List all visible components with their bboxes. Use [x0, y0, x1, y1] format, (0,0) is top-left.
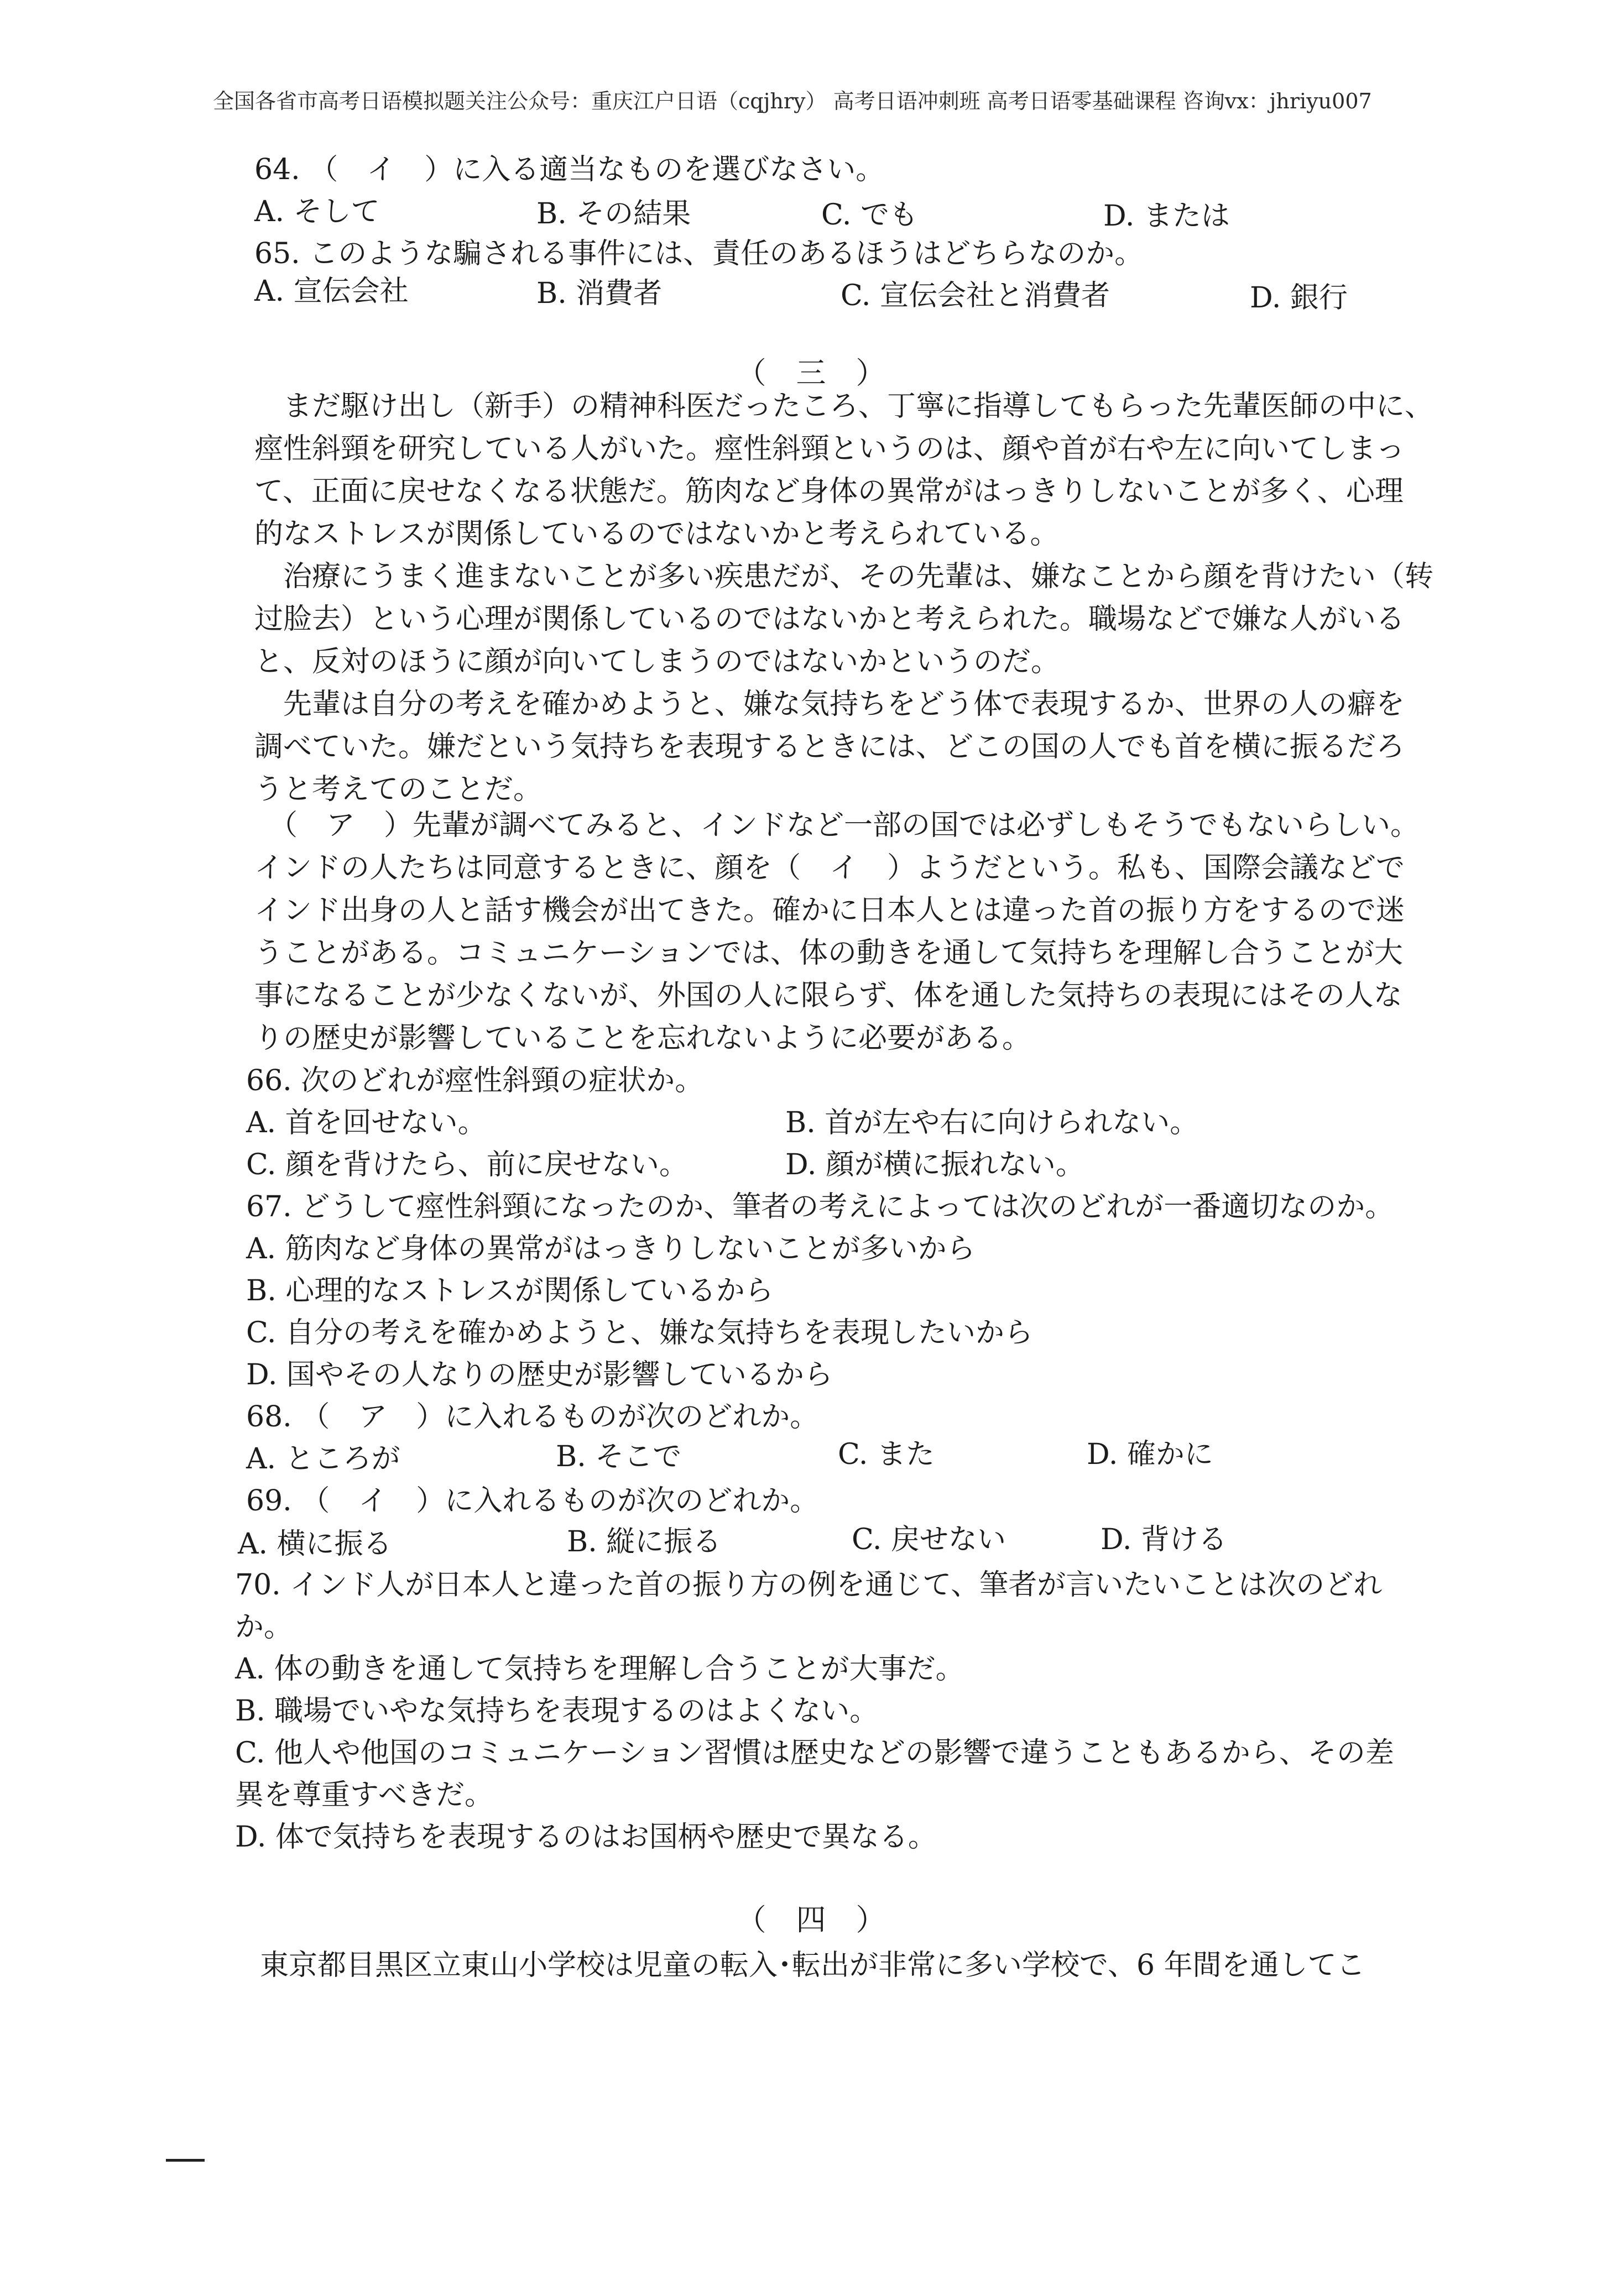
- question-67-option-c: C. 自分の考えを確かめようと、嫌な気持ちを表現したいから: [246, 1316, 1033, 1350]
- question-70-option-b: B. 職場でいやな気持ちを表現するのはよくない。: [235, 1694, 879, 1728]
- passage-line: うことがある。コミュニケーションでは、体の動きを通して気持ちを理解し合うことが大: [254, 937, 1403, 970]
- question-66-option-d: D. 顔が横に振れない。: [785, 1148, 1084, 1181]
- section-3-title: （ 三 ）: [736, 355, 886, 390]
- question-64-stem: 64. （ イ ）に入る適当なものを選びなさい。: [254, 153, 885, 186]
- question-64-option-b: B. その結果: [536, 197, 691, 231]
- question-69-option-b: B. 縦に振る: [567, 1525, 722, 1558]
- question-70-stem: か。: [235, 1610, 293, 1644]
- question-66-stem: 66. 次のどれが痙性斜頸の症状か。: [246, 1064, 704, 1097]
- question-65-option-c: C. 宣伝会社と消費者: [841, 279, 1110, 312]
- question-67-option-b: B. 心理的なストレスが関係しているから: [246, 1274, 774, 1307]
- passage-line: 治療にうまく進まないことが多い疾患だが、その先輩は、嫌なことから顔を背けたい（转: [254, 560, 1434, 593]
- passage-line: と、反対のほうに顔が向いてしまうのではないかというのだ。: [254, 645, 1060, 678]
- question-69-option-d: D. 背ける: [1101, 1523, 1227, 1556]
- question-65-option-d: D. 銀行: [1250, 281, 1348, 315]
- question-70-option-d: D. 体で気持ちを表現するのはお国柄や歴史で異なる。: [235, 1821, 937, 1854]
- passage-line: 痙性斜頸を研究している人がいた。痙性斜頸というのは、顔や首が右や左に向いてしまっ: [254, 432, 1405, 466]
- passage-line: りの歴史が影響していることを忘れないように必要がある。: [254, 1022, 1031, 1055]
- passage-line: 先輩は自分の考えを確かめようと、嫌な気持ちをどう体で表現するか、世界の人の癖を: [254, 688, 1405, 721]
- question-67-option-d: D. 国やその人なりの歴史が影響しているから: [246, 1358, 833, 1392]
- passage-line: 東京都目黒区立東山小学校は児童の転入･転出が非常に多い学校で、6 年間を通してこ: [260, 1949, 1365, 1982]
- passage-line: インドの人たちは同意するときに、顔を（ イ ）ようだという。私も、国際会議などで: [254, 851, 1405, 885]
- question-69-stem: 69. （ イ ）に入れるものが次のどれか。: [246, 1484, 819, 1518]
- question-64-option-a: A. そして: [254, 195, 380, 228]
- question-68-option-a: A. ところが: [246, 1442, 400, 1476]
- passage-line: 調べていた。嫌だという気持ちを表現するときには、どこの国の人でも首を横に振るだろ: [254, 730, 1405, 763]
- question-65-stem: 65. このような騙される事件には、責任のあるほうはどちらなのか。: [254, 237, 1144, 270]
- question-65-option-a: A. 宣伝会社: [254, 275, 409, 308]
- passage-line: て、正面に戻せなくなる状態だ。筋肉など身体の異常がはっきりしないことが多く、心理: [254, 475, 1404, 508]
- passage-line: （ ア ）先輩が調べてみると、インドなど一部の国では必ずしもそうでもないらしい。: [254, 809, 1420, 842]
- page-header: 全国各省市高考日语模拟题关注公众号：重庆江户日语（cqjhry） 高考日语冲刺班 高考日语零基础课程 咨询vx：jhriyu007: [213, 89, 1372, 113]
- question-68-option-c: C. また: [838, 1438, 935, 1471]
- question-70-option-c: 異を尊重すべきだ。: [235, 1779, 493, 1812]
- question-70-option-c: C. 他人や他国のコミュニケーション習慣は歴史などの影響で違うこともあるから、その差: [235, 1737, 1394, 1770]
- scan-mark: [166, 2159, 205, 2162]
- question-66-option-b: B. 首が左や右に向けられない。: [785, 1106, 1199, 1139]
- question-70-option-a: A. 体の動きを通して気持ちを理解し合うことが大事だ。: [235, 1652, 964, 1686]
- question-66-option-c: C. 顔を背けたら、前に戻せない。: [246, 1148, 688, 1181]
- question-70-stem: 70. インド人が日本人と違った首の振り方の例を通じて、筆者が言いたいことは次のどれ: [235, 1568, 1383, 1602]
- question-69-option-c: C. 戻せない: [852, 1523, 1006, 1556]
- question-67-stem: 67. どうして痙性斜頸になったのか、筆者の考えによっては次のどれが一番適切なのか。: [246, 1190, 1394, 1223]
- passage-line: 的なストレスが関係しているのではないかと考えられている。: [254, 517, 1059, 551]
- passage-line: インド出身の人と話す機会が出てきた。確かに日本人とは違った首の振り方をするので迷: [254, 894, 1405, 927]
- question-68-option-d: D. 確かに: [1087, 1438, 1213, 1471]
- question-66-option-a: A. 首を回せない。: [246, 1106, 487, 1139]
- question-64-option-c: C. でも: [821, 198, 918, 232]
- passage-line: 过脸去）という心理が関係しているのではないかと考えられた。職場などで嫌な人がいる: [254, 603, 1405, 636]
- question-68-stem: 68. （ ア ）に入れるものが次のどれか。: [246, 1400, 819, 1434]
- question-68-option-b: B. そこで: [556, 1440, 682, 1473]
- section-4-title: （ 四 ）: [736, 1902, 886, 1937]
- question-65-option-b: B. 消費者: [536, 277, 663, 310]
- passage-line: まだ駆け出し（新手）の精神科医だったころ、丁寧に指導してもらった先輩医師の中に、: [254, 390, 1434, 423]
- question-64-option-d: D. または: [1103, 200, 1230, 233]
- question-67-option-a: A. 筋肉など身体の異常がはっきりしないことが多いから: [246, 1232, 976, 1265]
- passage-line: 事になることが少なくないが、外国の人に限らず、体を通した気持ちの表現にはその人な: [254, 979, 1402, 1012]
- question-69-option-a: A. 横に振る: [238, 1528, 392, 1561]
- passage-line: うと考えてのことだ。: [254, 773, 543, 806]
